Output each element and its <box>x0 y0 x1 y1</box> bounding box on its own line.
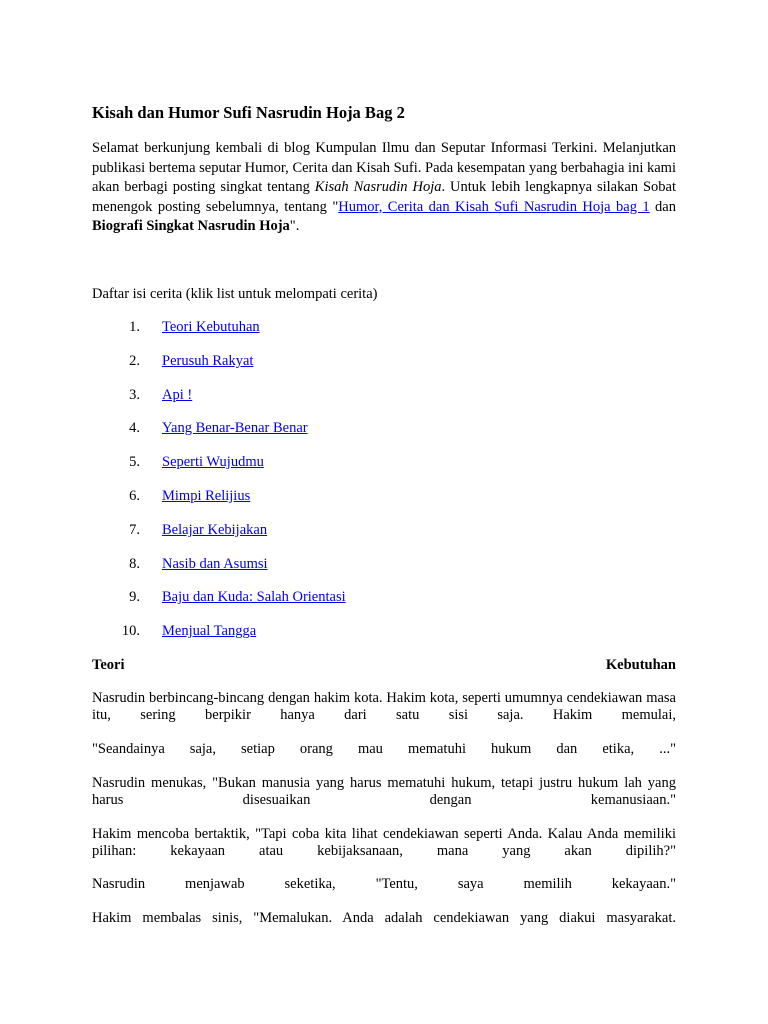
story-paragraph: Nasrudin berbincang-bincang dengan hakim kota. Hakim kota, seperti umumnya cendekiawan masa itu, sering berpikir hanya dari satu sisi saja. Hakim memulai, <box>92 690 676 723</box>
toc-link-perusuh-rakyat[interactable]: Perusuh Rakyat <box>162 352 254 369</box>
intro-text-4: ". <box>289 218 300 234</box>
toc-item-number: 5. <box>129 454 140 471</box>
story-paragraph: "Seandainya saja, setiap orang mau mematuhi hukum dan etika, ..." <box>92 741 676 757</box>
table-of-contents <box>92 319 346 657</box>
previous-post-link[interactable]: Humor, Cerita dan Kisah Sufi Nasrudin Hoja bag 1 <box>338 198 650 215</box>
toc-link-seperti-wujudmu[interactable]: Seperti Wujudmu <box>162 454 264 471</box>
toc-item-number: 3. <box>129 386 140 403</box>
story-paragraph: Nasrudin menjawab seketika, "Tentu, saya memilih kekayaan." <box>92 876 676 892</box>
toc-item <box>92 420 346 454</box>
intro-text-3: dan <box>649 198 676 215</box>
toc-link-mimpi-relijius[interactable]: Mimpi Relijius <box>162 487 251 504</box>
toc-link-api[interactable]: Api ! <box>162 386 193 403</box>
section-title-right: Kebutuhan <box>605 657 676 673</box>
story-paragraph: Nasrudin menukas, "Bukan manusia yang harus mematuhi hukum, tetapi justru hukum lah yang harus disesuaikan dengan kemanusiaan." <box>92 775 676 808</box>
intro-italic: Kisah Nasrudin Hoja <box>314 179 442 195</box>
toc-item <box>92 556 346 590</box>
intro-bold: Biografi Singkat Nasrudin Hoja <box>92 218 290 234</box>
toc-item <box>92 522 346 556</box>
toc-item <box>92 454 346 488</box>
toc-item-number: 1. <box>129 319 140 335</box>
toc-item-number: 9. <box>129 589 140 606</box>
toc-item <box>92 387 346 421</box>
toc-link-belajar-kebijakan[interactable]: Belajar Kebijakan <box>162 521 268 538</box>
intro-text-1: Selamat berkunjung kembali di blog Kumpulan Ilmu dan Seputar Informasi Terkini. Melanjutkan publikasi bertema seputar Humor, Cerita dan Kisah Sufi. Pada kesempatan yang berbahagia ini kami akan berbagi posting singkat tentang <box>92 140 676 195</box>
toc-item <box>92 353 346 387</box>
toc-item-number: 6. <box>129 487 140 504</box>
toc-item <box>92 623 346 657</box>
toc-item-number: 10. <box>121 623 140 640</box>
toc-link-teori-kebutuhan[interactable]: Teori Kebutuhan <box>162 319 260 335</box>
story-paragraph: Hakim membalas sinis, "Memalukan. Anda adalah cendekiawan yang diakui masyarakat. <box>92 910 676 926</box>
section-title <box>92 657 676 674</box>
intro-text-2: . Untuk lebih lengkapnya silakan Sobat menengok posting sebelumnya, tentang " <box>92 179 676 215</box>
toc-item-number: 8. <box>129 555 140 572</box>
section-title-left: Teori <box>92 657 125 673</box>
toc-item <box>92 319 346 353</box>
toc-link-baju-dan-kuda[interactable]: Baju dan Kuda: Salah Orientasi <box>162 589 346 606</box>
toc-item <box>92 589 346 623</box>
toc-item <box>92 488 346 522</box>
toc-link-yang-benar-benar-benar[interactable]: Yang Benar-Benar Benar <box>162 420 308 437</box>
story-paragraph: Hakim mencoba bertaktik, "Tapi coba kita lihat cendekiawan seperti Anda. Kalau Anda memiliki pilihan: kekayaan atau kebijaksanaan, mana yang akan dipilih?" <box>92 826 676 859</box>
page-title: Kisah dan Humor Sufi Nasrudin Hoja Bag 2 <box>92 103 405 122</box>
toc-item-number: 7. <box>129 521 140 538</box>
toc-item-number: 4. <box>129 420 140 437</box>
intro-paragraph <box>92 139 676 237</box>
toc-link-menjual-tangga[interactable]: Menjual Tangga <box>162 623 257 640</box>
toc-link-nasib-dan-asumsi[interactable]: Nasib dan Asumsi <box>162 555 268 572</box>
toc-heading: Daftar isi cerita (klik list untuk melompati cerita) <box>92 286 378 302</box>
toc-item-number: 2. <box>129 352 140 369</box>
